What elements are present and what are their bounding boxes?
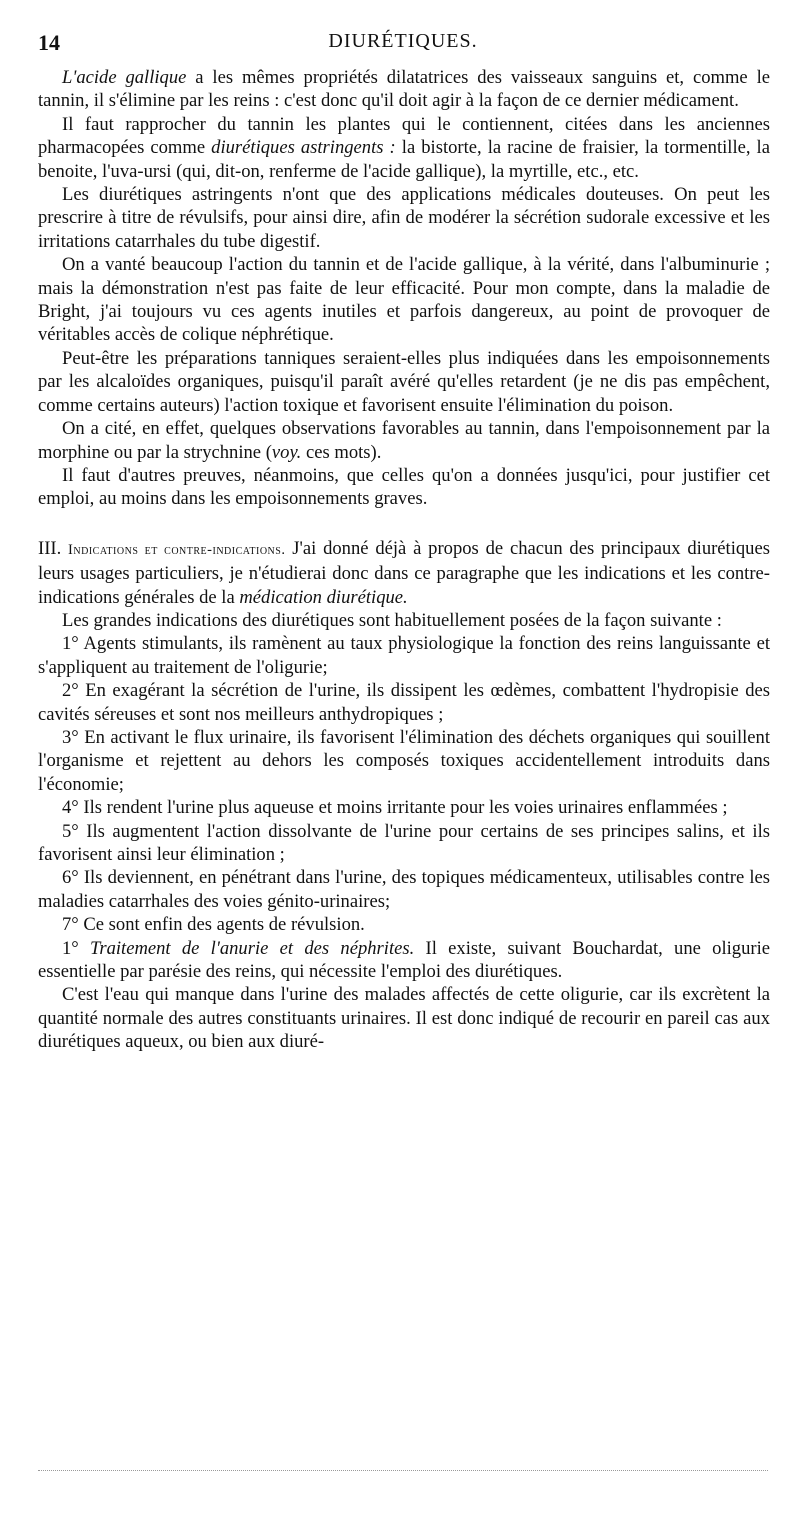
- section-heading: Indications et contre-indications.: [68, 541, 286, 558]
- paragraph-text: Il existe, suivant Bouchardat, une oligurie essentielle par parésie des reins, qui nécessite l'emploi des diurétiques.: [38, 937, 771, 983]
- list-item-2: 2° En exagérant la sécrétion de l'urine, ils dissipent les œdèmes, combattent l'hydropisie des cavités séreuses et sont nos meilleurs anthydropiques ;: [38, 680, 770, 725]
- emphasis: voy.: [271, 441, 302, 463]
- paragraph-text: la bistorte, la racine de fraisier, la tormentille, la benoite, l'uva-ursi (qui, dit-on, renferme de l'acide gallique), la myrtille, etc., etc.: [38, 137, 770, 182]
- section-heading-paragraph: [38, 537, 770, 609]
- paragraph-astringents: Les diurétiques astringents n'ont que des applications médicales douteuses. On peut les prescrire à titre de révulsifs, pour ainsi dire, afin de modérer la sécrétion sudorale excessive et les irritations catarrhales du tube digestif.: [38, 184, 770, 252]
- paragraph-text: On a cité, en effet, quelques observations favorables au tannin, dans l'empoisonnement par la morphine ou par la strychnine (: [38, 418, 770, 463]
- paragraph-text: Il faut rapprocher du tannin les plantes qui le contiennent, citées dans les anciennes pharmacopées comme: [38, 113, 770, 159]
- paragraph-text: ces mots).: [301, 441, 382, 463]
- paragraph-text: 1°: [62, 937, 91, 959]
- list-item-1: 1° Agents stimulants, ils ramènent au taux physiologique la fonction des reins languissante et s'appliquent au traitement de l'oligurie;: [38, 633, 770, 678]
- paragraph-text: a les mêmes propriétés dilatatrices des vaisseaux sanguins et, comme le tannin, il s'élimine par les reins : c'est donc qu'il doit agir à la façon de ce dernier médicament.: [38, 67, 770, 112]
- paragraph-indications-intro: Les grandes indications des diurétiques sont habituellement posées de la façon suivante :: [62, 609, 722, 631]
- paragraph-morphine: [38, 417, 770, 464]
- page-number: 14: [38, 30, 60, 55]
- list-item-6: 6° Ils deviennent, en pénétrant dans l'urine, des topiques médicamenteux, utilisables contre les maladies catarrhales des voies génito-urinaires;: [38, 867, 770, 912]
- section-number: III.: [38, 537, 62, 559]
- paragraph-oligurie: C'est l'eau qui manque dans l'urine des malades affectés de cette oligurie, car ils excrètent la quantité normale des autres constituants urinaires. Il est donc indiqué de recourir en pareil cas aux diurétiques aqueux, ou bien aux diuré-: [38, 984, 770, 1053]
- emphasis: diurétiques astringents :: [211, 137, 396, 159]
- page-body: [38, 66, 770, 1054]
- emphasis: médication diurétique.: [239, 586, 408, 608]
- paragraph-text: J'ai donné déjà à propos de chacun des principaux diurétiques leurs usages particuliers, je n'étudierai donc dans ce paragraphe que les indications et les contre-indications générales de la: [38, 537, 770, 608]
- paragraph-tanniques: Peut-être les préparations tanniques seraient-elles plus indiquées dans les empoisonnements par les alcaloïdes organiques, puisqu'il paraît avéré qu'elles retardent (je ne dis pas empêchent, comme certains auteurs) l'action toxique et favorisent ensuite l'élimination du poison.: [38, 347, 770, 416]
- running-title: DIURÉTIQUES.: [328, 30, 478, 52]
- emphasis: L'acide gallique: [62, 67, 187, 88]
- paragraph-albuminurie: On a vanté beaucoup l'action du tannin et de l'acide gallique, à la vérité, dans l'albuminurie ; mais la démonstration n'est pas faite de leur efficacité. Pour mon compte, dans la maladie de Bright, j'ai toujours vu ces agents inutiles et parfois dangereux, au point de provoquer de véritables accès de colique néphrétique.: [38, 254, 770, 346]
- paragraph-anurie: [38, 937, 770, 984]
- paragraph-preuves: Il faut d'autres preuves, néanmoins, que celles qu'on a données jusqu'ici, pour justifier cet emploi, au moins dans les empoisonnements graves.: [38, 464, 770, 510]
- page-header: [38, 30, 768, 62]
- list-item-7: 7° Ce sont enfin des agents de révulsion.: [62, 914, 365, 936]
- emphasis: Traitement de l'anurie et des néphrites.: [90, 937, 415, 959]
- footer-rule: [38, 1470, 768, 1471]
- list-item-5: 5° Ils augmentent l'action dissolvante de l'urine pour certains de ses principes salins, et ils favorisent ainsi leur élimination ;: [38, 820, 770, 865]
- list-item-4: 4° Ils rendent l'urine plus aqueuse et moins irritante pour les voies urinaires enflammées ;: [62, 797, 728, 819]
- list-item-3: 3° En activant le flux urinaire, ils favorisent l'élimination des déchets organiques qui souillent l'organisme et rejettent au dehors les composés toxiques accidentellement introduits dans l'économie;: [38, 726, 770, 795]
- paragraph-acide-gallique: [38, 66, 770, 113]
- paragraph-plantes: [38, 113, 770, 183]
